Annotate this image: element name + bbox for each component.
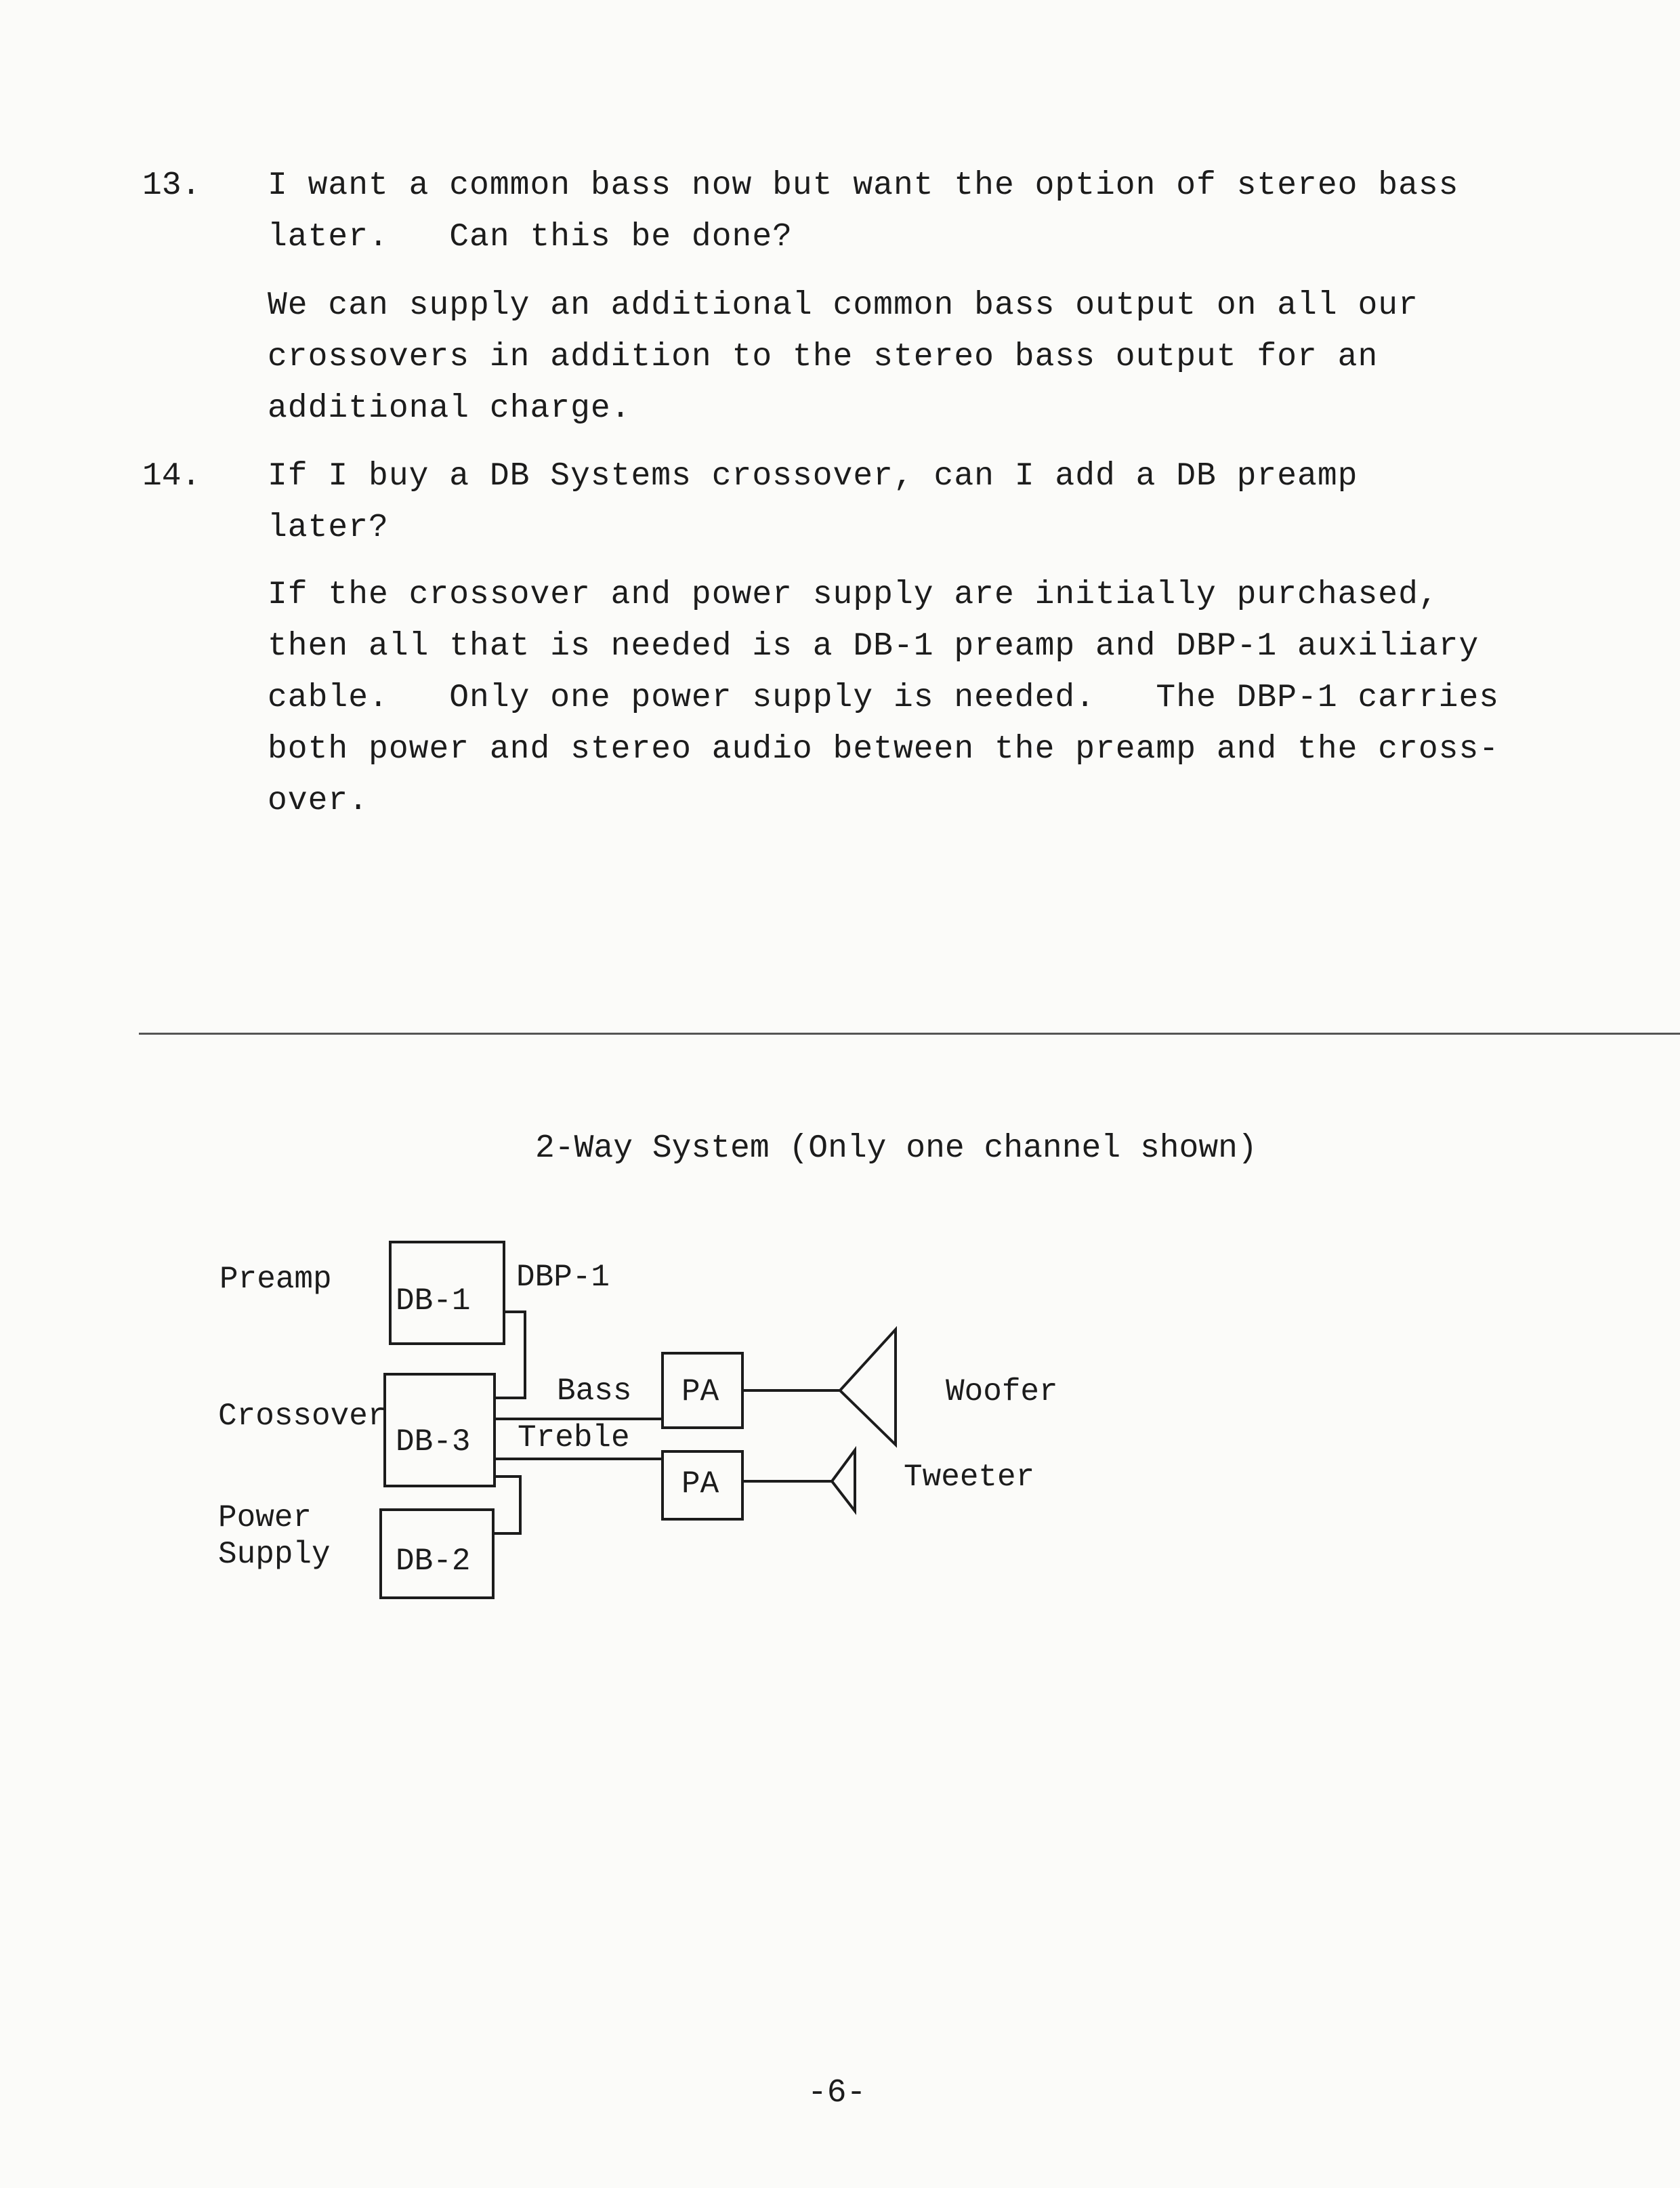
question-14-number: 14. — [142, 458, 201, 495]
power-label: Power — [218, 1500, 312, 1535]
answer-14-line-3: cable. Only one power supply is needed. The DBP-1 carries — [268, 680, 1500, 716]
power-link — [493, 1477, 520, 1533]
preamp-label: Preamp — [219, 1262, 332, 1297]
answer-13-line-1: We can supply an additional common bass output on all our — [268, 287, 1419, 324]
answer-14-line-2: then all that is needed is a DB-1 preamp and DBP-1 auxiliary — [268, 628, 1479, 665]
pa-bass-label: PA — [681, 1374, 719, 1409]
woofer-label: Woofer — [946, 1374, 1058, 1409]
question-13-line-1: I want a common bass now but want the option of stereo bass — [268, 167, 1459, 204]
woofer-icon — [840, 1329, 896, 1445]
dbp1-label: DBP-1 — [516, 1260, 610, 1295]
question-13-line-2: later. Can this be done? — [268, 219, 793, 255]
question-14-line-2: later? — [268, 510, 389, 546]
answer-14-line-4: both power and stereo audio between the preamp and the cross- — [268, 731, 1500, 768]
bass-label: Bass — [557, 1374, 632, 1409]
pa-treble-label: PA — [681, 1466, 719, 1502]
diagram-caption: 2-Way System (Only one channel shown) — [535, 1130, 1257, 1167]
supply-label: Supply — [218, 1537, 331, 1572]
answer-14-line-1: If the crossover and power supply are initially purchased, — [268, 577, 1439, 613]
answer-13-line-3: additional charge. — [268, 390, 631, 427]
answer-14-line-5: over. — [268, 783, 369, 819]
question-14-line-1: If I buy a DB Systems crossover, can I add a DB preamp — [268, 458, 1358, 495]
question-13-number: 13. — [142, 167, 201, 204]
page-number: -6- — [807, 2075, 866, 2111]
db2-label: DB-2 — [396, 1544, 471, 1579]
crossover-label: Crossover — [218, 1399, 387, 1434]
tweeter-label: Tweeter — [904, 1460, 1035, 1495]
answer-13-line-2: crossovers in addition to the stereo bass output for an — [268, 339, 1379, 375]
treble-label: Treble — [518, 1420, 630, 1456]
dbp1-cable — [495, 1312, 525, 1398]
db1-label: DB-1 — [396, 1283, 471, 1319]
db3-label: DB-3 — [396, 1424, 471, 1460]
tweeter-icon — [832, 1450, 855, 1511]
